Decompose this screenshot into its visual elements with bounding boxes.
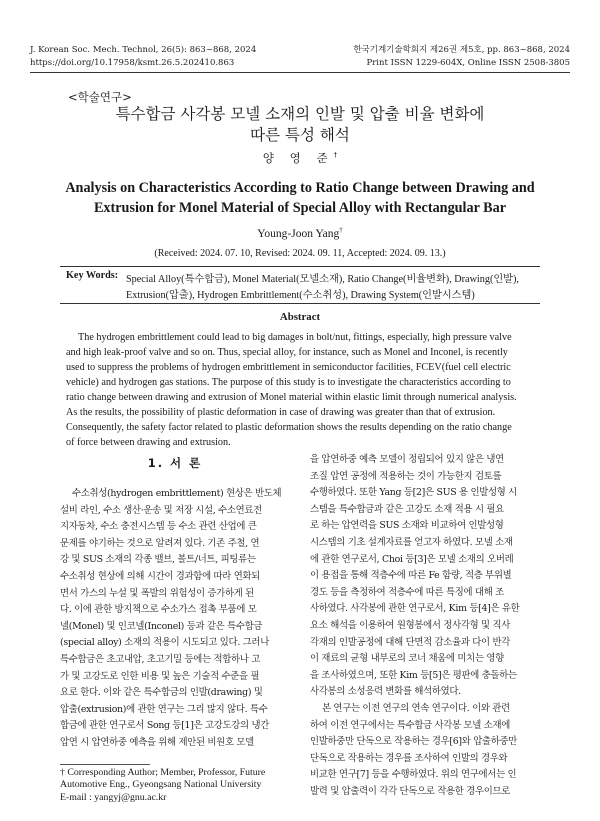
body-text-line: 을 조사하였으며, 또한 Kim 등[5]은 평판에 충돌하는 (310, 669, 517, 681)
title-english-line2: Extrusion for Monel Material of Special Alloy with Rectangular Bar (93, 200, 507, 216)
author-korean-name: 양 영 준 (262, 151, 334, 165)
abstract-heading: Abstract (279, 311, 321, 323)
body-text-line: 합금에 관한 연구로서 Song 등[1]은 고강도강의 냉간 (60, 720, 269, 732)
body-text-line: 압연 시 압연하중 예측을 위해 제안된 비원호 모델 (60, 736, 254, 748)
body-text-line: 조질 압연 공정에 적용하는 것이 가능한지 검토를 (310, 470, 502, 482)
abstract-body (66, 330, 534, 450)
body-text-line: 압출(extrusion)에 관한 연구는 그리 많지 않다. 특수 (60, 703, 268, 715)
abstract-line: used to suppress the problems of hydrogen embrittlement in semiconductor facilities, FCEV(fuel cell electric (66, 362, 511, 373)
body-text-line: 설비 라인, 수소 생산·운송 및 저장 시설, 수소연료전 (60, 504, 262, 516)
keywords-line1: Special Alloy(특수합금), Monel Material(모넬소재), Ratio Change(비율변화), Drawing(인발), (126, 274, 519, 285)
body-text-line: 수소취성(hydrogen embrittlement) 현상은 반도체 (72, 488, 282, 499)
corresponding-mark: † (333, 151, 338, 160)
body-text-line: 요로 한다. 이와 같은 특수합금의 인발(drawing) 및 (60, 687, 263, 699)
footnote-lines (60, 767, 295, 804)
abstract-lines (66, 330, 534, 450)
body-text-line: 스템을 특수합금과 같은 고강도 소재 적용 시 필요 (310, 503, 504, 515)
right-column-paragraph-2 (310, 701, 540, 801)
author-english (0, 226, 600, 240)
body-text-line: 넬(Monel) 및 인코넬(Inconel) 등과 같은 특수합금 (60, 620, 263, 632)
body-text-line: 사하였다. 사각봉에 관한 연구로서, Kim 등[4]은 유한 (310, 603, 520, 615)
body-text-line: 가 및 고강도로 인한 비용 및 높은 기술적 수준을 필 (60, 670, 260, 682)
keywords-top-rule (60, 266, 540, 267)
header-divider (30, 72, 570, 73)
right-column-body (310, 452, 540, 800)
keywords-bottom-rule (60, 303, 540, 304)
right-column-lines (310, 452, 540, 701)
body-text-line: 에 관한 연구로서, Choi 등[3]은 모넬 소재의 오버레 (310, 553, 514, 565)
footnote-rule (60, 764, 150, 765)
journal-citation: J. Korean Soc. Mech. Technol, 26(5): 863~868, 2024 (30, 45, 257, 55)
body-text-line: 이 재료의 균형 내부로의 코너 채움에 미치는 영향 (310, 653, 504, 665)
body-text-line: 단독으로 작용하는 경우를 조사하여 인발의 경우와 (310, 752, 508, 764)
journal-citation-kr: 한국기계기술학회지 제26권 제5호, pp. 863~868, 2024 (353, 45, 570, 55)
body-text-line: 지자동차, 수소 충전시스템 등 수소 관련 산업에 큰 (60, 521, 257, 533)
left-column-body (60, 486, 290, 752)
title-english-line1: Analysis on Characteristics According to Ratio Change between Drawing and (65, 180, 535, 196)
issn: Print ISSN 1229-604X, Online ISSN 2508-3805 (366, 58, 570, 68)
body-text-line: 수소취성 현상에 의해 시간이 경과함에 따라 연화되 (60, 570, 260, 582)
corresponding-mark-en: † (339, 226, 343, 234)
body-text-line: 요소 해석을 이용하여 원형봉에서 정사각형 및 직사 (310, 619, 510, 631)
body-text-line: 수행하였다. 또한 Yang 등[2]은 SUS 용 인발성형 시 (310, 487, 517, 499)
body-text-line: 경도 등을 측정하여 적층수에 따른 특징에 대해 조 (310, 586, 504, 598)
keywords-label: Key Words: (66, 270, 119, 281)
body-text-line: 다. 이에 관한 방지책으로 수소가스 접촉 부품에 모 (60, 604, 257, 616)
body-text-line: 본 연구는 이전 연구의 연속 연구이다. 이와 관련 (322, 702, 510, 714)
footnote-line: † Corresponding Author; Member, Professor, Future (60, 767, 266, 778)
footnote-line: E-mail : yangyj@gnu.ac.kr (60, 791, 167, 803)
title-korean-line2: 따른 특성 해석 (250, 126, 350, 144)
body-text-line: 시스템의 기초 설계자료를 얻고자 하였다. 모넬 소재 (310, 536, 513, 548)
abstract-line: The hydrogen embrittlement could lead to big damages in bolt/nut, fittings, especially, high pressure valve (78, 332, 512, 343)
body-text-line: 사각봉의 소성응력 변화를 해석하였다. (310, 686, 461, 698)
body-text-line: 인발하중만 단독으로 작용하는 경우[6]와 압출하중만 (310, 736, 517, 748)
body-text-line: 각재의 인발공정에 대해 단면적 감소율과 다이 반각 (310, 636, 510, 648)
author-english-name: Young-Joon Yang (257, 227, 340, 240)
body-text-line: 면서 가스의 누설 및 폭발의 위험성이 증가하게 된 (60, 587, 254, 599)
article-category: <학술연구> (68, 90, 132, 104)
footnote (60, 767, 295, 804)
body-text-line: (special alloy) 소재의 적용이 시도되고 있다. 그러나 (60, 637, 269, 649)
keywords-line2: Extrusion(압출), Hydrogen Embrittlement(수소취성), Drawing System(인발시스템) (126, 290, 475, 301)
abstract-line: vehicle) and hydrogen gas stations. The purpose of this study is to investigate the characteristics according to (66, 377, 511, 388)
body-text-line: 하여 이전 연구에서는 특수합금 사각봉 모넬 소재에 (310, 719, 510, 731)
left-column-lines (60, 486, 290, 752)
abstract-line: of force between drawing and extrusion. (66, 437, 231, 448)
doi-link[interactable]: https://doi.org/10.17958/ksmt.26.5.202410.863 (30, 58, 235, 68)
body-text-line: 이 용접을 통해 적층수에 따른 Fe 함량, 적층 부위별 (310, 570, 512, 582)
body-text-line: 발력 및 압출력이 각각 단독으로 작용한 경우이므로 (310, 785, 510, 797)
body-text-line: 문제를 야기하는 것으로 알려져 있다. 기존 주철, 연 (60, 537, 260, 549)
body-text-line: 로 하는 압연력을 SUS 소재와 비교하여 인발성형 (310, 520, 504, 532)
body-text-line: 을 압연하중 예측 모델이 정립되어 있지 않은 냉연 (310, 454, 504, 465)
author-korean (0, 150, 600, 166)
title-korean-line1: 특수합금 사각봉 모넬 소재의 인발 및 압출 비율 변화에 (115, 105, 485, 123)
abstract-line: ratio change between drawing and extrusion of Monel material within elastic limit through numerical analysis. (66, 392, 517, 403)
article-dates: (Received: 2024. 07. 10, Revised: 2024. 09. 11, Accepted: 2024. 09. 13.) (154, 248, 446, 259)
abstract-line: and high leak-proof valve and so on. Thus, special alloy, for instance, such as Monel and Inconel, is recently (66, 347, 508, 358)
abstract-line: As the results, the possibility of plastic deformation in case of drawing was greater than that of extrusion. (66, 407, 496, 418)
body-text-line: 강 및 SUS 소재의 각종 밸브, 볼트/너트, 피팅류는 (60, 554, 256, 566)
body-text-line: 특수합금은 초고내압, 초고기밀 등에는 적합하나 고 (60, 653, 260, 665)
section-heading-introduction: 1. 서 론 (147, 456, 203, 470)
abstract-line: Consequently, the safety factor related to plastic deformation shows the results depending on the ratio change (66, 422, 512, 433)
footnote-line: Automotive Eng., Gyeongsang National University (60, 779, 262, 791)
body-text-line: 비교한 연구[7] 등을 수행하였다. 위의 연구에서는 인 (310, 769, 517, 781)
